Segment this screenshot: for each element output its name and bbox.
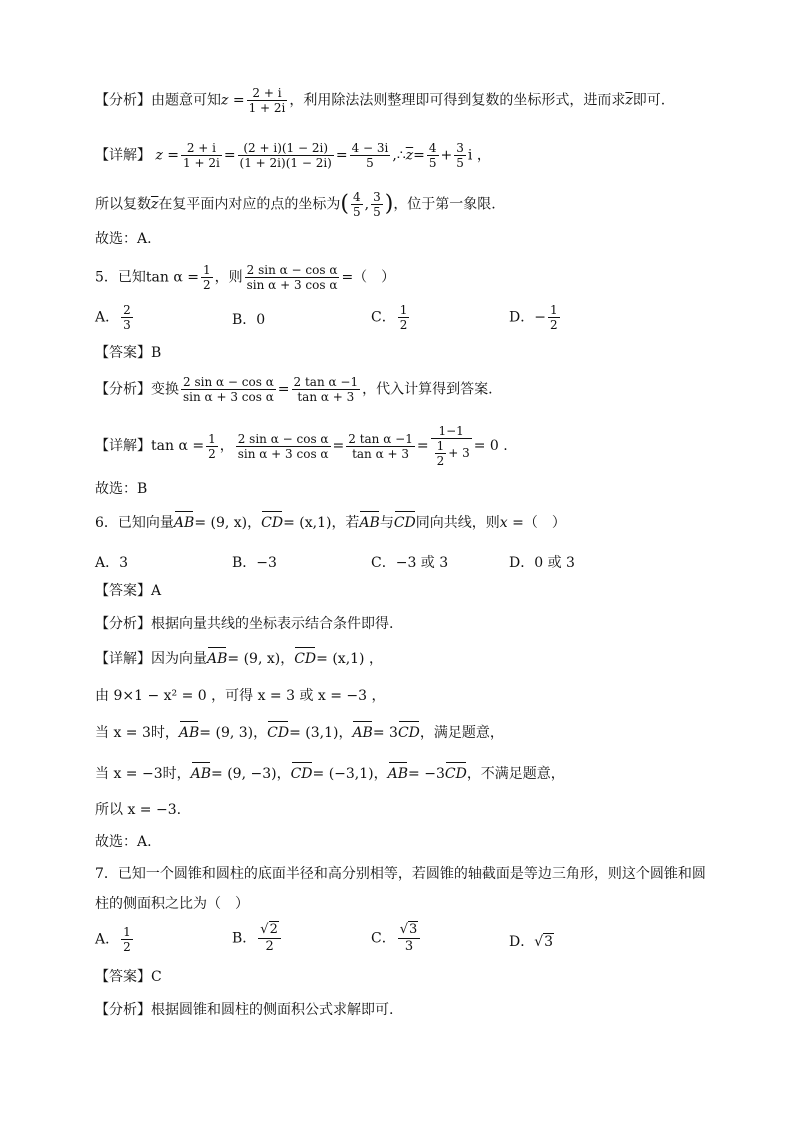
analysis-tag: 【分析】: [95, 92, 151, 109]
q6-option-c: C．−3 或 3: [371, 555, 449, 571]
q6-option-a: A．3: [95, 555, 129, 571]
q5-option-d: D．− $\frac{1}{2}$: [509, 303, 558, 332]
q7-stem-line2: 柱的侧面积之比为（ ）: [95, 896, 249, 912]
q4-coordinate-line: 所以复数$\overline{z}$在复平面内对应的点的坐标为( $\frac{4}{5}$ , $\frac{3}{5}$ )，位于第一象限.: [95, 190, 496, 219]
q6-option-b: B．−3: [232, 555, 277, 571]
q6-line3: 当 x = 3时，AB= (9, 3)，CD= (3,1)，AB= 3CD，满足题意，: [95, 725, 504, 741]
q6-line5: 所以 x = −3.: [95, 802, 182, 818]
vector-ab: AB: [173, 515, 195, 531]
q5-option-c: C． $\frac{1}{2}$: [371, 303, 408, 332]
q7-stem-line1: 7．已知一个圆锥和圆柱的底面半径和高分别相等，若圆锥的轴截面是等边三角形，则这个圆锥和圆: [95, 866, 706, 882]
q5-option-a: A． $\frac{2}{3}$: [95, 303, 131, 332]
q7-option-b: B． $\frac{√2}{2}$: [232, 922, 283, 955]
q6-line2: 由 9×1 − x² = 0 ，可得 x = 3 或 x = −3 ，: [95, 688, 386, 704]
q6-choice: 故选：A.: [95, 834, 152, 850]
fraction: $\frac{2 + i}{1 + 2i}$: [248, 86, 286, 115]
q6-answer: 【答案】A: [95, 583, 162, 599]
q6-option-d: D．0 或 3: [509, 555, 575, 571]
q4-detail: 【详解】 z = $\frac{2 + i}{1 + 2i}$ = $\frac{(2 + i)(1 - 2i)}{(1 + 2i)(1 - 2i)}$ = $\frac{4 - 3i}{5}$ $,\therefore\overline{z}=$ $\frac{4}{5}$ + $\frac{3}{5}$ i ，: [95, 141, 491, 170]
q5-analysis: 【分析】变换 $\frac{\text{2 sin α − cos α}}{\text{sin α + 3 cos α}}$ = $\frac{\text{2 tan α −1}}{\text{tan α + 3}}$ ，代入计算得到答案.: [95, 375, 493, 404]
q6-stem: 6．已知向量AB= (9, x)，CD= (x,1)，若AB与CD同向共线，则x =（ ）: [95, 515, 566, 531]
q7-option-d: D．√3: [509, 934, 554, 950]
q7-answer: 【答案】C: [95, 969, 162, 985]
q5-answer: 【答案】B: [95, 345, 162, 361]
q6-detail: 【详解】因为向量AB= (9, x)，CD= (x,1) ，: [95, 651, 383, 667]
q5-detail: 【详解】tan α = $\frac{1}{2}$ ， $\frac{\text{2 sin α − cos α}}{\text{sin α + 3 cos α}}$ = $\frac{\text{2 tan α −1}}{\text{tan α + 3}}$ = 1−1 $\frac{1}{2}$ + 3 = 0 .: [95, 424, 508, 468]
detail-tag: 【详解】: [95, 147, 151, 164]
q5-stem: 5．已知tan α = $\frac{1}{2}$ ，则 $\frac{\text{2 sin α − cos α}}{\text{sin α + 3 cos α}}$ =（ ）: [95, 263, 396, 292]
q7-option-a: A． $\frac{1}{2}$: [95, 925, 131, 954]
vector-cd: CD: [261, 515, 284, 531]
q6-analysis: 【分析】根据向量共线的坐标表示结合条件即得.: [95, 616, 394, 632]
q4-analysis: 【分析】由题意可知z = $\frac{2 + i}{1 + 2i}$ ，利用除法法则整理即可得到复数的坐标形式，进而求$\overline{z}$即可.: [95, 86, 666, 115]
q5-option-b: B．0: [232, 312, 266, 328]
q7-analysis: 【分析】根据圆锥和圆柱的侧面积公式求解即可.: [95, 1002, 394, 1018]
q5-choice: 故选：B: [95, 481, 148, 497]
q7-option-c: C． $\frac{√3}{3}$: [371, 922, 422, 955]
q6-line4: 当 x = −3时，AB= (9, −3)，CD= (−3,1)，AB= −3CD，不满足题意，: [95, 766, 565, 782]
q4-choice: 故选：A.: [95, 231, 152, 247]
